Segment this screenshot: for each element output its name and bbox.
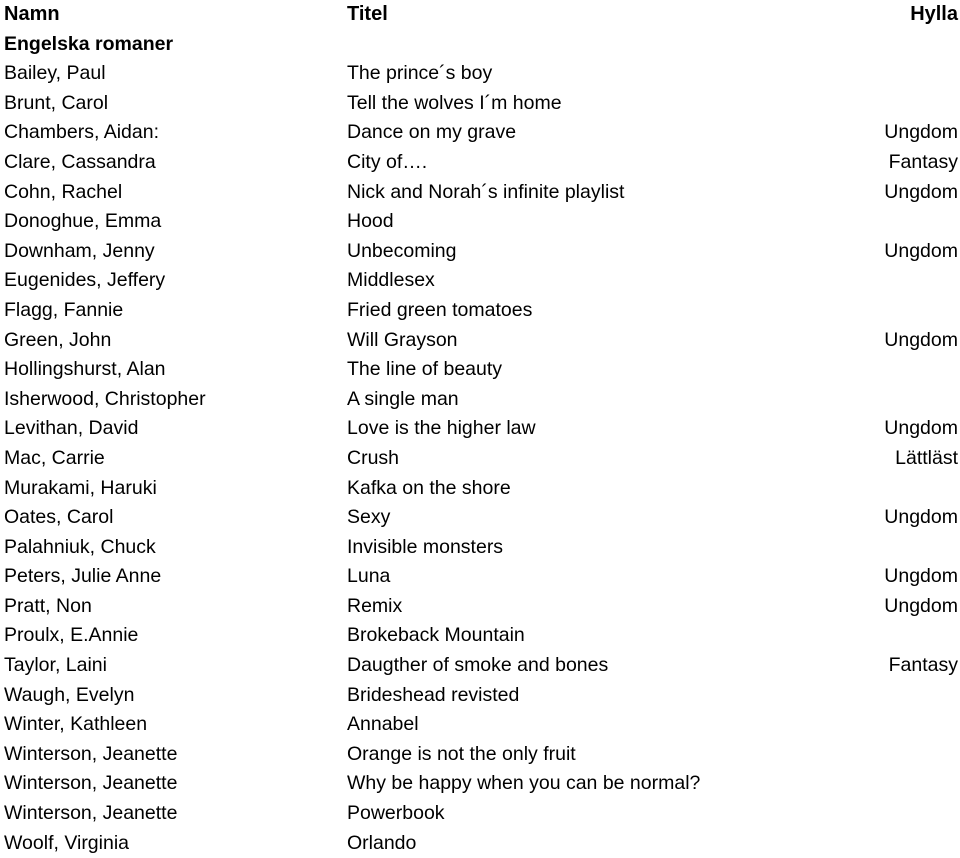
author-cell: Clare, Cassandra xyxy=(4,150,156,173)
title-cell: Hood xyxy=(347,210,394,233)
table-row xyxy=(0,237,960,267)
title-cell: Love is the higher law xyxy=(347,417,536,440)
table-row xyxy=(0,414,960,444)
shelf-cell: Ungdom xyxy=(884,565,958,588)
book-rows xyxy=(0,59,960,858)
shelf-cell: Ungdom xyxy=(884,594,958,617)
shelf-cell: Ungdom xyxy=(884,121,958,144)
title-cell: Orlando xyxy=(347,831,417,854)
author-cell: Isherwood, Christopher xyxy=(4,387,206,410)
table-row xyxy=(0,385,960,415)
author-cell: Winterson, Jeanette xyxy=(4,802,178,825)
title-cell: Annabel xyxy=(347,713,419,736)
table-row xyxy=(0,59,960,89)
table-row xyxy=(0,266,960,296)
table-row xyxy=(0,118,960,148)
table-row xyxy=(0,829,960,858)
title-cell: Unbecoming xyxy=(347,239,457,262)
author-cell: Oates, Carol xyxy=(4,506,114,529)
table-row xyxy=(0,681,960,711)
author-cell: Winter, Kathleen xyxy=(4,713,148,736)
table-row xyxy=(0,533,960,563)
author-cell: Peters, Julie Anne xyxy=(4,565,162,588)
author-cell: Mac, Carrie xyxy=(4,446,105,469)
title-cell: The prince´s boy xyxy=(347,62,493,85)
table-row xyxy=(0,148,960,178)
title-cell: Will Grayson xyxy=(347,328,458,351)
title-cell: Crush xyxy=(347,446,400,469)
table-row xyxy=(0,592,960,622)
title-cell: Sexy xyxy=(347,506,391,529)
author-cell: Proulx, E.Annie xyxy=(4,624,139,647)
table-row xyxy=(0,562,960,592)
author-cell: Hollingshurst, Alan xyxy=(4,358,166,381)
shelf-cell: Fantasy xyxy=(888,654,958,677)
author-cell: Flagg, Fannie xyxy=(4,298,124,321)
table-row xyxy=(0,474,960,504)
column-header-shelf: Hylla xyxy=(910,3,958,25)
table-row xyxy=(0,651,960,681)
title-cell: Middlesex xyxy=(347,269,435,292)
title-cell: Tell the wolves I´m home xyxy=(347,91,562,114)
title-cell: The line of beauty xyxy=(347,358,503,381)
title-cell: City of…. xyxy=(347,150,428,173)
author-cell: Donoghue, Emma xyxy=(4,210,162,233)
table-row xyxy=(0,740,960,770)
title-cell: A single man xyxy=(347,387,459,410)
shelf-cell: Lättläst xyxy=(895,446,958,469)
author-cell: Bailey, Paul xyxy=(4,62,106,85)
table-row xyxy=(0,769,960,799)
title-cell: Dance on my grave xyxy=(347,121,517,144)
table-row xyxy=(0,444,960,474)
author-cell: Palahniuk, Chuck xyxy=(4,535,156,558)
author-cell: Woolf, Virginia xyxy=(4,831,130,854)
shelf-cell: Ungdom xyxy=(884,180,958,203)
shelf-cell: Ungdom xyxy=(884,328,958,351)
author-cell: Chambers, Aidan: xyxy=(4,121,160,144)
column-header-name: Namn xyxy=(4,3,60,25)
table-row xyxy=(0,503,960,533)
table-row xyxy=(0,621,960,651)
table-row xyxy=(0,207,960,237)
table-row xyxy=(0,799,960,829)
shelf-cell: Ungdom xyxy=(884,506,958,529)
title-cell: Daugther of smoke and bones xyxy=(347,654,609,677)
section-heading: Engelska romaner xyxy=(4,32,174,55)
title-cell: Nick and Norah´s infinite playlist xyxy=(347,180,625,203)
author-cell: Cohn, Rachel xyxy=(4,180,123,203)
title-cell: Invisible monsters xyxy=(347,535,504,558)
title-cell: Kafka on the shore xyxy=(347,476,511,499)
title-cell: Brideshead revisted xyxy=(347,683,520,706)
author-cell: Winterson, Jeanette xyxy=(4,772,178,795)
table-row xyxy=(0,326,960,356)
shelf-cell: Ungdom xyxy=(884,239,958,262)
author-cell: Green, John xyxy=(4,328,112,351)
author-cell: Taylor, Laini xyxy=(4,654,107,677)
header-row xyxy=(0,0,960,30)
table-row xyxy=(0,89,960,119)
author-cell: Brunt, Carol xyxy=(4,91,109,114)
table-row xyxy=(0,296,960,326)
author-cell: Waugh, Evelyn xyxy=(4,683,135,706)
title-cell: Why be happy when you can be normal? xyxy=(347,772,701,795)
title-cell: Remix xyxy=(347,594,403,617)
table-row xyxy=(0,710,960,740)
author-cell: Pratt, Non xyxy=(4,594,92,617)
author-cell: Murakami, Haruki xyxy=(4,476,157,499)
title-cell: Luna xyxy=(347,565,391,588)
table-row xyxy=(0,178,960,208)
table-row xyxy=(0,355,960,385)
column-header-title: Titel xyxy=(347,3,388,25)
shelf-cell: Fantasy xyxy=(888,150,958,173)
author-cell: Winterson, Jeanette xyxy=(4,742,178,765)
author-cell: Levithan, David xyxy=(4,417,139,440)
author-cell: Eugenides, Jeffery xyxy=(4,269,166,292)
title-cell: Powerbook xyxy=(347,802,445,825)
title-cell: Fried green tomatoes xyxy=(347,298,533,321)
title-cell: Brokeback Mountain xyxy=(347,624,525,647)
title-cell: Orange is not the only fruit xyxy=(347,742,576,765)
shelf-cell: Ungdom xyxy=(884,417,958,440)
section-heading-row xyxy=(0,30,960,60)
author-cell: Downham, Jenny xyxy=(4,239,155,262)
